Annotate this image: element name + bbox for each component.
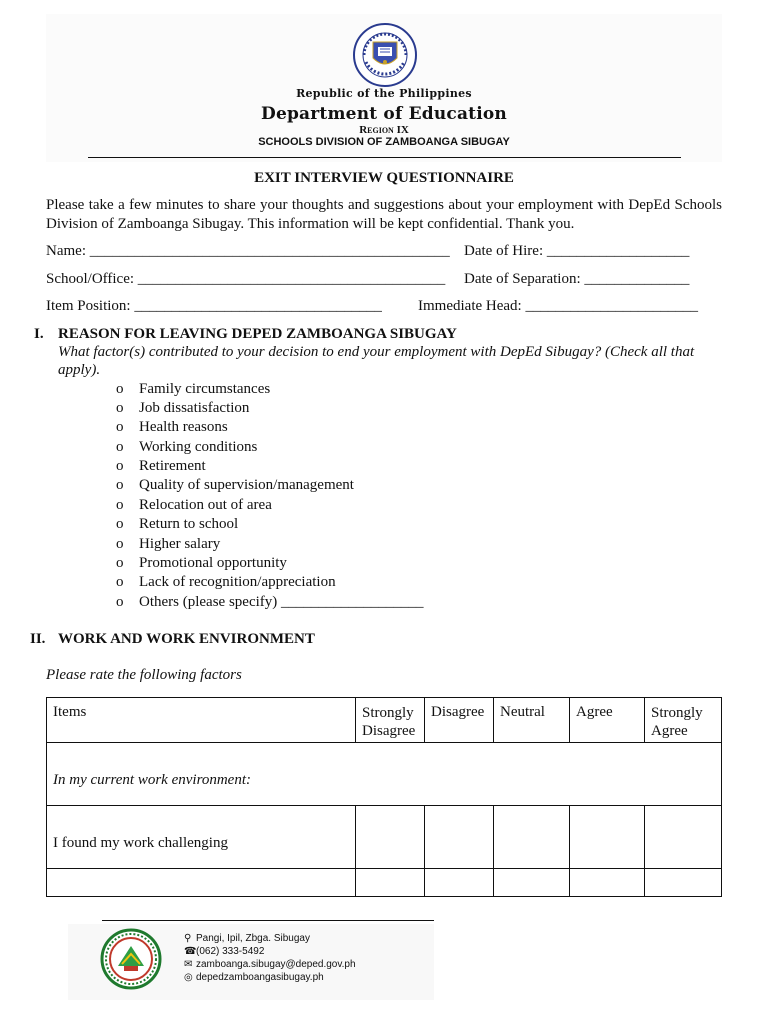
republic-heading: Republic of the Philippines — [296, 87, 472, 100]
section-2-number: II. — [30, 631, 46, 647]
deped-seal-logo — [352, 22, 418, 88]
reason-option[interactable]: o Family circumstances — [116, 381, 271, 397]
globe-icon: ◎ — [184, 972, 193, 983]
department-heading: Department of Education — [261, 104, 507, 124]
rating-cell-neutral[interactable] — [494, 806, 570, 869]
rating-cell-disagree[interactable] — [425, 869, 494, 897]
school-office-field[interactable]: School/Office: _________________________________________ — [46, 271, 446, 287]
rating-cell-neutral[interactable] — [494, 869, 570, 897]
section-2-title: WORK AND WORK ENVIRONMENT — [58, 631, 315, 647]
page-title: EXIT INTERVIEW QUESTIONNAIRE — [254, 170, 514, 186]
table-row — [47, 806, 722, 869]
reason-option[interactable]: o Retirement — [116, 458, 206, 474]
phone-icon: ☎ — [184, 946, 197, 957]
division-logo — [100, 928, 162, 990]
reason-option[interactable]: o Relocation out of area — [116, 497, 272, 513]
rating-cell-strongly-disagree[interactable] — [356, 869, 425, 897]
rating-cell-strongly-agree[interactable] — [645, 869, 722, 897]
table-row — [47, 869, 722, 897]
header-agree: Agree — [570, 698, 645, 743]
header-divider — [88, 157, 681, 158]
footer-website[interactable]: ◎ depedzamboangasibugay.ph — [184, 972, 324, 983]
reason-option[interactable]: o Job dissatisfaction — [116, 400, 250, 416]
reason-option[interactable]: o Promotional opportunity — [116, 555, 287, 571]
reason-option[interactable]: o Higher salary — [116, 536, 221, 552]
location-pin-icon: ⚲ — [184, 933, 192, 944]
reason-option-others[interactable]: o Others (please specify) ___________________ — [116, 594, 424, 610]
table-subheading: In my current work environment: — [47, 743, 722, 806]
reason-option[interactable]: o Return to school — [116, 516, 239, 532]
section-1-question: What factor(s) contributed to your decision to end your employment with DepEd Sibugay? (Check all that — [58, 344, 695, 360]
footer-phone: ☎(062) 333-5492 — [184, 946, 265, 957]
name-field[interactable]: Name: ________________________________________________ — [46, 243, 450, 259]
rating-cell-strongly-disagree[interactable] — [356, 806, 425, 869]
date-of-hire-field[interactable]: Date of Hire: ___________________ — [464, 243, 690, 259]
reason-option[interactable]: o Quality of supervision/management — [116, 477, 354, 493]
intro-paragraph: Please take a few minutes to share your thoughts and suggestions about your employment with DepEd Schools Division of Zamboanga Sibugay. This information will be kept confidential. Thank you. — [46, 197, 722, 232]
rating-cell-strongly-agree[interactable] — [645, 806, 722, 869]
immediate-head-field[interactable]: Immediate Head: _______________________ — [418, 298, 698, 314]
footer-divider — [102, 920, 434, 921]
item-position-field[interactable]: Item Position: _________________________________ — [46, 298, 382, 314]
header-neutral: Neutral — [494, 698, 570, 743]
division-heading: SCHOOLS DIVISION OF ZAMBOANGA SIBUGAY — [258, 136, 510, 148]
table-subheading-row — [47, 743, 722, 806]
email-icon: ✉ — [184, 959, 193, 970]
section-1-number: I. — [34, 326, 44, 342]
reason-option[interactable]: o Health reasons — [116, 419, 228, 435]
footer-address: ⚲ Pangi, Ipil, Zbga. Sibugay — [184, 933, 310, 944]
region-heading: Region IX — [359, 124, 409, 136]
rating-instruction: Please rate the following factors — [46, 667, 242, 683]
table-header-row — [47, 698, 722, 743]
header-items: Items — [47, 698, 356, 743]
table-item-label — [47, 869, 356, 897]
reason-option[interactable]: o Lack of recognition/appreciation — [116, 574, 336, 590]
section-1-title: REASON FOR LEAVING DEPED ZAMBOANGA SIBUGAY — [58, 326, 457, 342]
header-strongly-agree: Strongly Agree — [645, 698, 722, 743]
section-1-question-cont: apply). — [58, 362, 101, 378]
reason-option[interactable]: o Working conditions — [116, 439, 258, 455]
header-strongly-disagree: Strongly Disagree — [356, 698, 425, 743]
rating-cell-disagree[interactable] — [425, 806, 494, 869]
table-item-label: I found my work challenging — [47, 806, 356, 869]
rating-cell-agree[interactable] — [570, 806, 645, 869]
rating-table — [46, 697, 722, 897]
rating-cell-agree[interactable] — [570, 869, 645, 897]
footer-email[interactable]: ✉ zamboanga.sibugay@deped.gov.ph — [184, 959, 356, 970]
date-of-separation-field[interactable]: Date of Separation: ______________ — [464, 271, 690, 287]
header-disagree: Disagree — [425, 698, 494, 743]
